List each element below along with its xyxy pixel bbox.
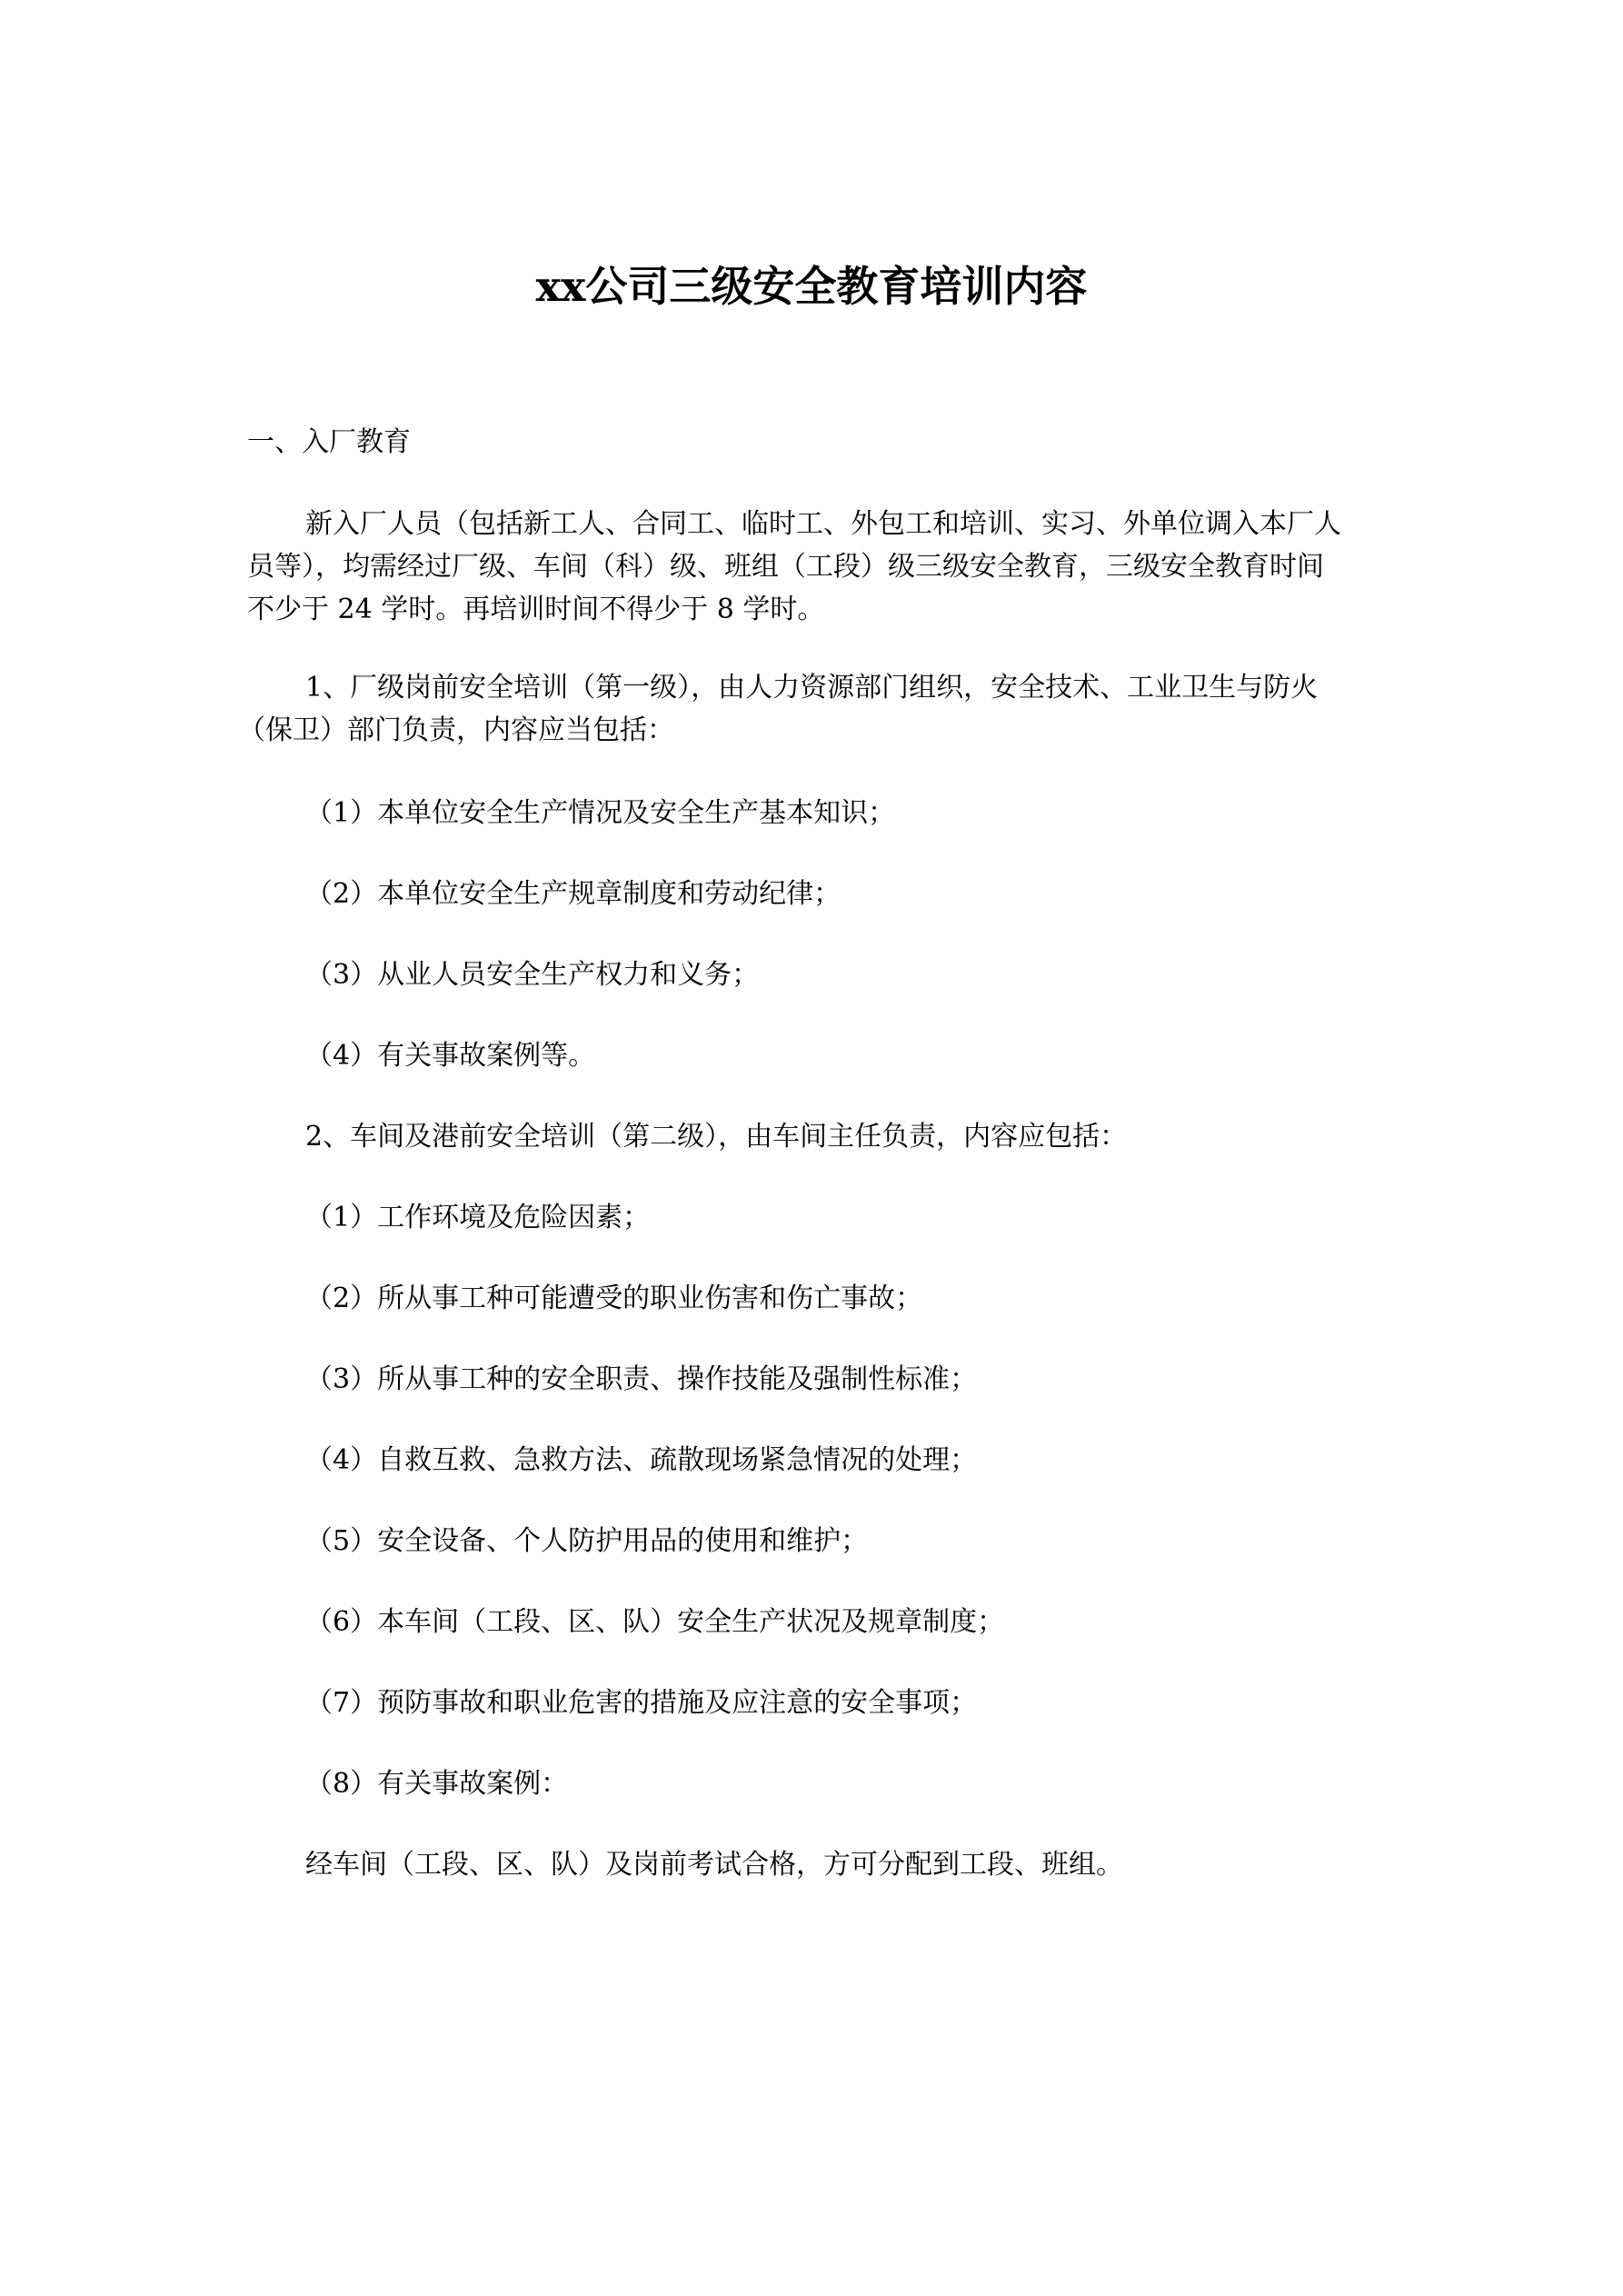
level2-item: （2）所从事工种可能遭受的职业伤害和伤亡事故； <box>305 1283 923 1314</box>
level1-item: （4）有关事故案例等。 <box>305 1040 596 1072</box>
intro-line: 不少于 24 学时。再培训时间不得少于 8 学时。 <box>247 594 825 625</box>
level2-item: （5）安全设备、个人防护用品的使用和维护； <box>305 1525 869 1557</box>
level2-item: （7）预防事故和职业危害的措施及应注意的安全事项； <box>305 1687 978 1719</box>
level1-item: （2）本单位安全生产规章制度和劳动纪律； <box>305 878 841 910</box>
section-heading: 一、入厂教育 <box>247 426 411 458</box>
level1-line: （保卫）部门负责，内容应当包括： <box>238 714 674 746</box>
closing-statement: 经车间（工段、区、队）及岗前考试合格，方可分配到工段、班组。 <box>305 1849 1123 1881</box>
intro-line: 员等），均需经过厂级、车间（科）级、班组（工段）级三级安全教育，三级安全教育时间 <box>247 551 1324 583</box>
level2-item: （3）所从事工种的安全职责、操作技能及强制性标准； <box>305 1363 978 1395</box>
level2-item: （4）自救互救、急救方法、疏散现场紧急情况的处理； <box>305 1444 978 1476</box>
level2-item: （8）有关事故案例： <box>305 1768 569 1800</box>
level2-item: （1）工作环境及危险因素； <box>305 1202 651 1233</box>
level1-paragraph <box>238 666 1429 752</box>
level1-item: （1）本单位安全生产情况及安全生产基本知识； <box>305 797 896 829</box>
level2-item: （6）本车间（工段、区、队）安全生产状况及规章制度； <box>305 1606 1005 1638</box>
document-title: xx公司三级安全教育培训内容 <box>535 262 1088 311</box>
level1-line: 1、厂级岗前安全培训（第一级），由人力资源部门组织，安全技术、工业卫生与防火 <box>305 672 1319 704</box>
intro-paragraph <box>247 503 1429 631</box>
level1-item: （3）从业人员安全生产权力和义务； <box>305 959 760 991</box>
intro-line: 新入厂人员（包括新工人、合同工、临时工、外包工和培训、实习、外单位调入本厂人 <box>305 508 1341 540</box>
level2-heading: 2、车间及港前安全培训（第二级），由车间主任负责，内容应包括： <box>305 1121 1128 1153</box>
